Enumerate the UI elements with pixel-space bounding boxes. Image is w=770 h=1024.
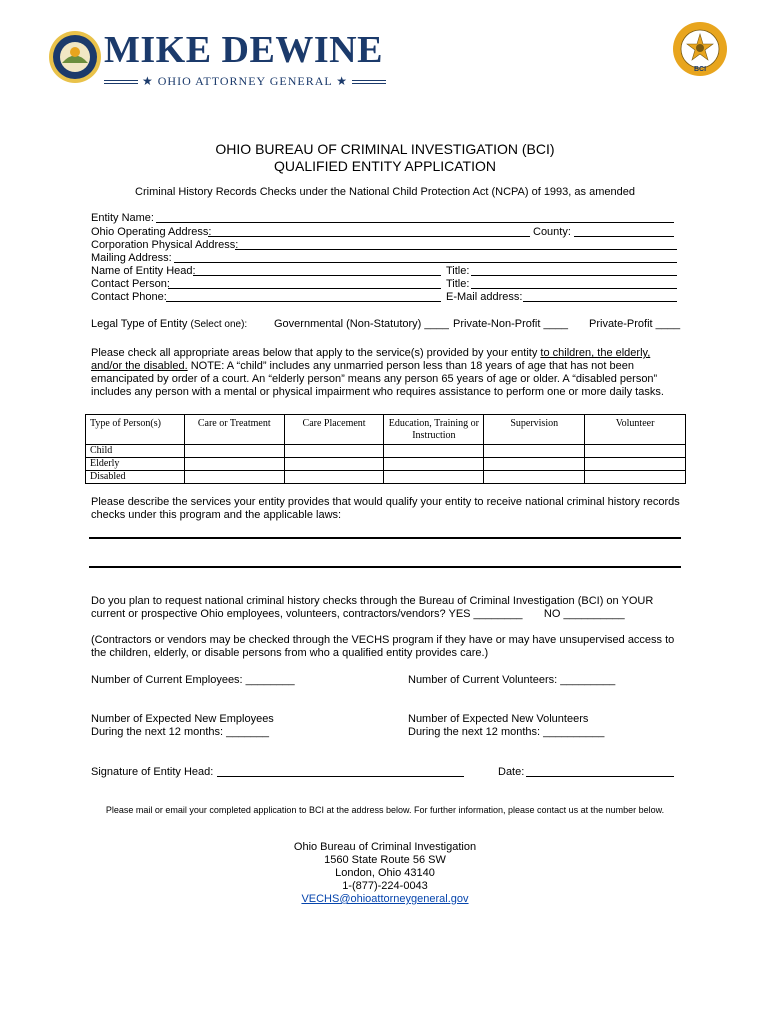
- bci-seal-label: BCI: [693, 66, 707, 73]
- title-label-2: Title:: [446, 278, 470, 290]
- row-label-child: Child: [86, 445, 185, 458]
- form-title-line2: QUALIFIED ENTITY APPLICATION: [274, 158, 496, 174]
- address-phone: 1-(877)-224-0043: [342, 880, 428, 892]
- bci-seal-icon: [672, 21, 728, 77]
- table-header-cell: Care or Treatment: [184, 415, 284, 445]
- title-label-1: Title:: [446, 265, 470, 277]
- email-link[interactable]: VECHS@ohioattorneygeneral.gov: [301, 893, 469, 905]
- table-row: [86, 471, 686, 484]
- plan-question: [91, 595, 681, 621]
- table-header-cell: Education, Training or Instruction: [384, 415, 484, 445]
- operating-address-label: Ohio Operating Address:: [91, 226, 212, 238]
- form-title-line1: OHIO BUREAU OF CRIMINAL INVESTIGATION (BCI): [215, 141, 555, 157]
- current-volunteers-field[interactable]: Number of Current Volunteers: _________: [408, 674, 616, 686]
- entity-name-field[interactable]: [156, 222, 674, 223]
- expected-volunteers-label: Number of Expected New Volunteers: [408, 713, 589, 725]
- table-header-cell: Volunteer: [585, 415, 686, 445]
- expected-employees-field[interactable]: During the next 12 months: _______: [91, 726, 269, 738]
- address-line-1: Ohio Bureau of Criminal Investigation: [293, 841, 477, 853]
- current-employees-field[interactable]: Number of Current Employees: ________: [91, 674, 295, 686]
- checkbox-cell[interactable]: [284, 471, 384, 484]
- county-field[interactable]: [574, 236, 674, 237]
- corporation-address-label: Corporation Physical Address:: [91, 239, 239, 251]
- legal-type-note: (Select one):: [190, 319, 248, 330]
- email-field[interactable]: [523, 301, 677, 302]
- plan-no-option[interactable]: NO __________: [543, 608, 625, 620]
- checkbox-cell[interactable]: [484, 471, 585, 484]
- services-paragraph: [91, 347, 681, 399]
- row-label-elderly: Elderly: [86, 458, 185, 471]
- entity-head-label: Name of Entity Head:: [91, 265, 196, 277]
- checkbox-cell[interactable]: [484, 458, 585, 471]
- service-type-table: [85, 414, 686, 484]
- contact-phone-field[interactable]: [166, 301, 441, 302]
- expected-volunteers-field[interactable]: During the next 12 months: __________: [408, 726, 605, 738]
- title-field-1[interactable]: [471, 275, 677, 276]
- describe-services-prompt: Please describe the services your entity provides that would qualify your entity to receive national criminal history records checks under this program and the applicable laws:: [91, 496, 680, 521]
- table-row: [86, 445, 686, 458]
- email-label: E-Mail address:: [446, 291, 523, 303]
- address-email-wrap: [0, 893, 770, 906]
- contact-person-field[interactable]: [168, 288, 441, 289]
- form-subtitle: Criminal History Records Checks under the National Child Protection Act (NCPA) of 1993, as amended: [135, 186, 635, 198]
- signature-field[interactable]: [217, 776, 464, 777]
- vechs-note: (Contractors or vendors may be checked through the VECHS program if they have or may have unsupervised access to the children, elderly, or disable persons from who a qualified entity provides care.): [91, 634, 675, 659]
- title-field-2[interactable]: [471, 288, 677, 289]
- contact-person-label: Contact Person:: [91, 278, 170, 290]
- checkbox-cell[interactable]: [384, 445, 484, 458]
- row-label-disabled: Disabled: [86, 471, 185, 484]
- address-line-2: 1560 State Route 56 SW: [324, 854, 446, 866]
- checkbox-cell[interactable]: [284, 445, 384, 458]
- checkbox-cell[interactable]: [184, 458, 284, 471]
- table-header-row: [86, 415, 686, 445]
- date-label: Date:: [498, 766, 525, 778]
- describe-services-line-1[interactable]: [89, 537, 681, 539]
- expected-employees-label: Number of Expected New Employees: [91, 713, 274, 725]
- entity-head-field[interactable]: [193, 275, 441, 276]
- plan-yes-option[interactable]: YES ________: [448, 608, 523, 620]
- option-governmental[interactable]: Governmental (Non-Statutory) ____: [274, 318, 449, 330]
- option-private-profit[interactable]: Private-Profit ____: [589, 318, 681, 330]
- table-header-cell: Supervision: [484, 415, 585, 445]
- signature-label: Signature of Entity Head:: [91, 766, 214, 778]
- services-paragraph-lead: Please check all appropriate areas below that apply to the service(s) provided by your entity: [91, 347, 541, 359]
- brand-name: MIKE DEWINE: [104, 29, 383, 71]
- checkbox-cell[interactable]: [284, 458, 384, 471]
- checkbox-cell[interactable]: [384, 471, 484, 484]
- table-header-cell: Care Placement: [284, 415, 384, 445]
- table-header-cell: Type of Person(s): [86, 415, 185, 445]
- legal-type-text: Legal Type of Entity: [91, 318, 188, 330]
- address-line-3: London, Ohio 43140: [335, 867, 435, 879]
- brand-subtitle: [104, 74, 368, 89]
- checkbox-cell[interactable]: [585, 471, 686, 484]
- services-paragraph-rest: NOTE: A “child” includes any unmarried person less than 18 years of age that has not been emancipated by order of a court. An “elderly person” means any person 65 years of age or older. A “disabled person” includes any person with a mental or physical impairment who requires assistance to perform one or more daily tasks.: [91, 360, 664, 398]
- checkbox-cell[interactable]: [484, 445, 585, 458]
- county-label: County:: [533, 226, 571, 238]
- ohio-seal-icon: [48, 30, 102, 84]
- mailing-address-label: Mailing Address:: [91, 252, 172, 264]
- date-field[interactable]: [526, 776, 674, 777]
- table-row: [86, 458, 686, 471]
- brand-subtitle-text: ★ OHIO ATTORNEY GENERAL ★: [142, 74, 349, 88]
- entity-name-label: Entity Name:: [91, 212, 154, 224]
- legal-type-label: [91, 318, 247, 331]
- mail-instructions: Please mail or email your completed application to BCI at the address below. For further information, please contact us at the number below.: [105, 805, 665, 815]
- mailing-address-field[interactable]: [174, 262, 677, 263]
- checkbox-cell[interactable]: [384, 458, 484, 471]
- contact-phone-label: Contact Phone:: [91, 291, 167, 303]
- checkbox-cell[interactable]: [585, 458, 686, 471]
- describe-services-line-2[interactable]: [89, 566, 681, 568]
- services-paragraph-underlined: to children, the elderly, and/or the disabled.: [91, 347, 651, 372]
- corporation-address-field[interactable]: [235, 249, 677, 250]
- plan-question-text: Do you plan to request national criminal history checks through the Bureau of Criminal Investigation (BCI) on YOUR current or prospective Ohio employees, volunteers, contractors/vendors?: [91, 595, 654, 620]
- option-private-non-profit[interactable]: Private-Non-Profit ____: [453, 318, 568, 330]
- checkbox-cell[interactable]: [585, 445, 686, 458]
- checkbox-cell[interactable]: [184, 471, 284, 484]
- checkbox-cell[interactable]: [184, 445, 284, 458]
- operating-address-field[interactable]: [208, 236, 530, 237]
